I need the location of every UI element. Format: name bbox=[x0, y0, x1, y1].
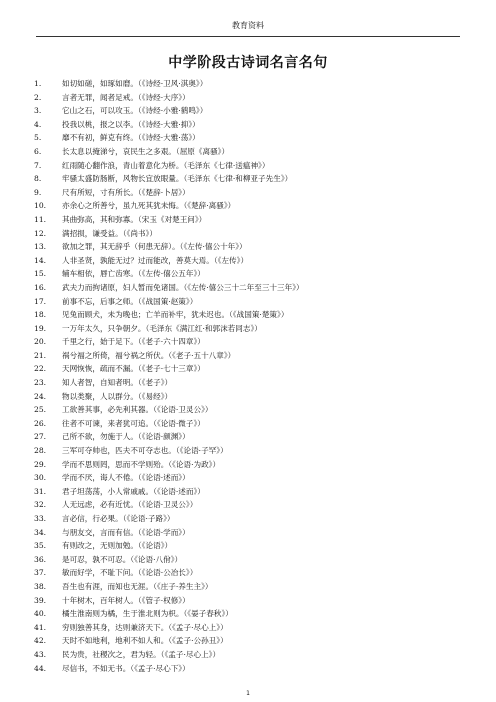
list-item bbox=[34, 621, 474, 635]
list-item bbox=[34, 634, 474, 648]
item-number: 3. bbox=[34, 106, 42, 116]
item-number: 10. bbox=[34, 201, 47, 211]
item-number: 37. bbox=[34, 568, 47, 578]
item-number: 31. bbox=[34, 486, 47, 496]
item-text: 红雨随心翻作浪，青山着意化为桥。（毛泽东《七律·送瘟神》） bbox=[62, 160, 270, 170]
item-text: 吾生也有涯，而知也无涯。（《庄子·养生主》） bbox=[62, 581, 213, 591]
item-number: 7. bbox=[34, 160, 42, 170]
item-number: 23. bbox=[34, 378, 47, 388]
item-number: 17. bbox=[34, 296, 47, 306]
item-number: 36. bbox=[34, 554, 47, 564]
list-item bbox=[34, 281, 474, 295]
list-item bbox=[34, 485, 474, 499]
list-item bbox=[34, 186, 474, 200]
item-text: 工欲善其事，必先利其器。（《论语·卫灵公》） bbox=[62, 405, 213, 415]
item-text: 学而不厌，诲人不倦。（《论语·述而》） bbox=[62, 473, 190, 483]
item-number: 14. bbox=[34, 255, 47, 265]
item-text: 民为贵，社稷次之，君为轻。（《孟子·尽心上》） bbox=[62, 649, 221, 659]
item-text: 武夫力而拘诸原，妇人暂而免诸国。（《左传·僖公三十二年至三十三年》） bbox=[62, 282, 304, 292]
item-text: 欲加之罪，其无辞乎（何患无辞）。（《左传·僖公十年》） bbox=[62, 242, 247, 252]
item-text: 长太息以掩涕兮，哀民生之多艰。（屈原《离骚》） bbox=[62, 146, 230, 156]
item-number: 35. bbox=[34, 541, 47, 551]
item-number: 9. bbox=[34, 187, 42, 197]
item-number: 29. bbox=[34, 459, 47, 469]
list-item bbox=[34, 580, 474, 594]
page-title: 中学阶段古诗词名言名句 bbox=[168, 55, 328, 71]
item-text: 靡不有初，鲜克有终。（《诗经·大雅·荡》） bbox=[62, 133, 200, 143]
list-item bbox=[34, 553, 474, 567]
item-text: 十年树木，百年树人。（《管子·权修》） bbox=[62, 595, 190, 605]
list-item bbox=[34, 662, 474, 676]
item-text: 橘生淮南则为橘，生于淮北则为枳。（《晏子春秋》） bbox=[62, 609, 233, 619]
list-item bbox=[34, 213, 474, 227]
list-item bbox=[34, 362, 474, 376]
item-number: 43. bbox=[34, 649, 47, 659]
list-item bbox=[34, 335, 474, 349]
list-item bbox=[34, 526, 474, 540]
item-number: 25. bbox=[34, 405, 47, 415]
item-text: 君子坦荡荡，小人常戚戚。（《论语·述而》） bbox=[62, 486, 205, 496]
list-item bbox=[34, 131, 474, 145]
item-number: 13. bbox=[34, 242, 47, 252]
item-text: 穷则独善其身，达则兼济天下。（《孟子·尽心上》） bbox=[62, 622, 228, 632]
item-text: 满招损，谦受益。（《尚书》） bbox=[62, 228, 157, 238]
item-number: 44. bbox=[34, 663, 47, 673]
item-number: 22. bbox=[34, 364, 47, 374]
item-text: 投我以桃，报之以李。（《诗经·大雅·抑》） bbox=[62, 119, 200, 129]
list-item bbox=[34, 349, 474, 363]
list-item bbox=[34, 308, 474, 322]
list-item bbox=[34, 267, 474, 281]
item-text: 尽信书，不如无书。（《孟子·尽心下》） bbox=[62, 663, 190, 673]
item-text: 天时不如地利，地利不如人和。（《孟子·公孙丑》） bbox=[62, 636, 228, 646]
header-label: 教育资料 bbox=[232, 21, 264, 30]
item-number: 19. bbox=[34, 323, 47, 333]
item-text: 敏而好学，不耻下问。（《论语·公冶长》） bbox=[62, 568, 198, 578]
list-item bbox=[34, 471, 474, 485]
list-item bbox=[34, 444, 474, 458]
list-item bbox=[34, 104, 474, 118]
list-item bbox=[34, 430, 474, 444]
item-number: 20. bbox=[34, 337, 47, 347]
list-item bbox=[34, 254, 474, 268]
page-number: 1 bbox=[246, 690, 250, 697]
item-text: 尺有所短，寸有所长。（《楚辞·卜居》） bbox=[62, 187, 190, 197]
list-item bbox=[34, 118, 474, 132]
item-text: 言必信，行必果。（《论语·子路》） bbox=[62, 514, 175, 523]
list-item bbox=[34, 199, 474, 213]
item-text: 与朋友交，言而有信。（《论语·学而》） bbox=[62, 527, 190, 537]
list-item bbox=[34, 376, 474, 390]
item-text: 己所不欲，勿施于人。（《论语·颜渊》） bbox=[62, 432, 190, 442]
item-text: 辅车相依，唇亡齿寒。（《左传·僖公五年》） bbox=[62, 269, 205, 279]
item-number: 30. bbox=[34, 473, 47, 483]
item-number: 41. bbox=[34, 622, 47, 632]
item-text: 人无远虑，必有近忧。（《论语·卫灵公》） bbox=[62, 500, 198, 510]
item-text: 言者无罪，闻者足戒。（《诗经·大序》） bbox=[62, 92, 190, 102]
item-number: 39. bbox=[34, 595, 47, 605]
item-text: 千里之行，始于足下。（《老子·六十四章》） bbox=[62, 337, 205, 347]
item-text: 其曲弥高，其和弥寡。（宋玉《对楚王问》） bbox=[62, 214, 207, 224]
item-text: 前事不忘，后事之师。（《战国策·赵策》） bbox=[62, 296, 198, 306]
item-number: 11. bbox=[34, 214, 47, 224]
item-text: 天网恢恢，疏而不漏。（《老子·七十三章》） bbox=[62, 364, 205, 374]
item-number: 28. bbox=[34, 446, 47, 456]
item-number: 27. bbox=[34, 432, 47, 442]
item-number: 18. bbox=[34, 310, 47, 320]
list-item bbox=[34, 240, 474, 254]
item-text: 祸兮福之所倚，福兮祸之所伏。（《老子·五十八章》） bbox=[62, 350, 236, 360]
item-number: 6. bbox=[34, 146, 42, 156]
item-number: 2. bbox=[34, 92, 42, 102]
item-number: 40. bbox=[34, 609, 47, 619]
list-item bbox=[34, 322, 474, 336]
list-item bbox=[34, 91, 474, 105]
item-text: 它山之石，可以攻玉。（《诗经·小雅·鹤鸣》） bbox=[62, 106, 208, 116]
page-header bbox=[36, 12, 460, 37]
item-text: 人非圣贤，孰能无过？过而能改，善莫大焉。（《左传》） bbox=[62, 255, 249, 265]
list-item bbox=[34, 512, 474, 526]
item-number: 8. bbox=[34, 174, 42, 184]
list-item bbox=[34, 458, 474, 472]
item-number: 5. bbox=[34, 133, 42, 143]
item-number: 12. bbox=[34, 228, 47, 238]
item-number: 33. bbox=[34, 514, 47, 523]
list-item bbox=[34, 145, 474, 159]
list-item bbox=[34, 648, 474, 662]
item-text: 学而不思则罔，思而不学则殆。（《论语·为政》） bbox=[62, 459, 221, 469]
list-item bbox=[34, 77, 474, 91]
item-number: 32. bbox=[34, 500, 47, 510]
list-item bbox=[34, 498, 474, 512]
list-item bbox=[34, 172, 474, 186]
item-text: 一万年太久，只争朝夕。（毛泽东《满江红·和郭沫若同志》） bbox=[62, 323, 262, 333]
item-text: 牢骚太盛防肠断，风物长宜放眼量。（毛泽东《七律·和柳亚子先生》） bbox=[62, 174, 293, 184]
item-number: 34. bbox=[34, 527, 47, 537]
item-number: 15. bbox=[34, 269, 47, 279]
list-item bbox=[34, 403, 474, 417]
item-text: 是可忍，孰不可忍。（《论语·八佾》） bbox=[62, 554, 183, 564]
item-number: 1. bbox=[34, 79, 42, 88]
item-text: 有则改之，无则加勉。（《论语》） bbox=[62, 541, 173, 551]
item-text: 亦余心之所善兮，虽九死其犹未悔。（《楚辞·离骚》） bbox=[62, 201, 236, 211]
list-item bbox=[34, 227, 474, 241]
item-number: 38. bbox=[34, 581, 47, 591]
list-item bbox=[34, 607, 474, 621]
list-item bbox=[34, 539, 474, 553]
list-item bbox=[34, 159, 474, 173]
item-number: 26. bbox=[34, 418, 47, 428]
list-item bbox=[34, 417, 474, 431]
list-item bbox=[34, 566, 474, 580]
item-text: 见兔而顾犬，未为晚也；亡羊而补牢，犹未迟也。（《战国策·楚策》） bbox=[62, 310, 289, 320]
item-number: 16. bbox=[34, 282, 47, 292]
list-item bbox=[34, 390, 474, 404]
item-number: 4. bbox=[34, 119, 42, 129]
item-number: 42. bbox=[34, 636, 47, 646]
item-number: 21. bbox=[34, 350, 47, 360]
list-item bbox=[34, 295, 474, 309]
quote-list bbox=[34, 77, 474, 675]
item-text: 三军可夺帅也，匹夫不可夺志也。（《论语·子罕》） bbox=[62, 446, 228, 456]
list-item bbox=[34, 594, 474, 608]
item-text: 知人者智，自知者明。（《老子》） bbox=[62, 378, 173, 388]
item-text: 往者不可谏，来者犹可追。（《论语·微子》） bbox=[62, 418, 205, 428]
item-text: 物以类聚，人以群分。（《易经》） bbox=[62, 391, 173, 401]
item-number: 24. bbox=[34, 391, 47, 401]
item-text: 如切如磋，如琢如磨。（《诗经·卫风·淇奥》） bbox=[62, 79, 208, 88]
